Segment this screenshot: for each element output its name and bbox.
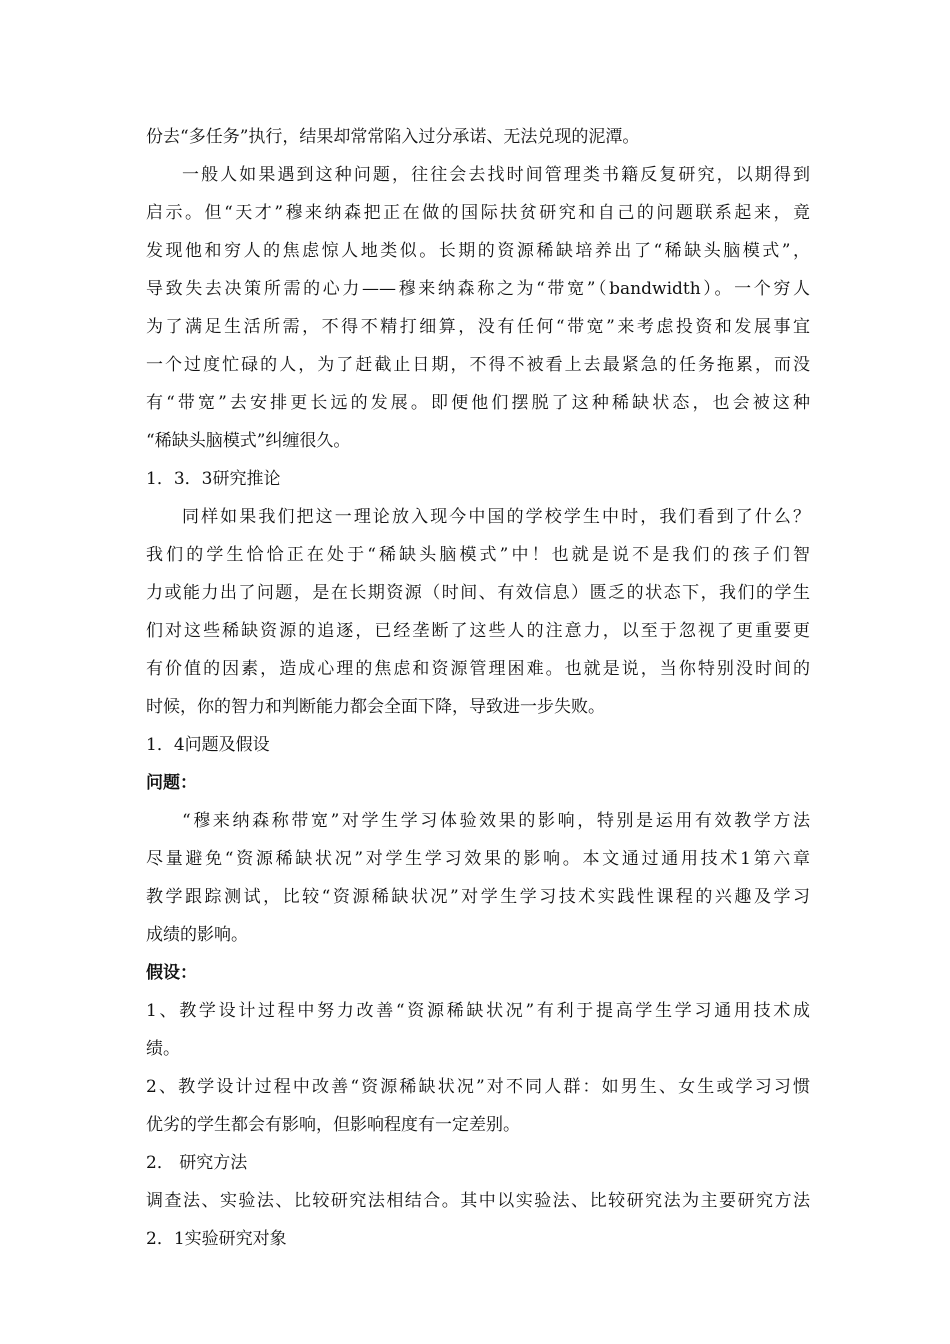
section-heading: 1．4问题及假设 [146,735,270,755]
section-heading: 2．1实验研究对象 [146,1229,287,1249]
paragraph-line: 一般人如果遇到这种问题，往往会去找时间管理类书籍反复研究，以期得到 [182,165,810,185]
paragraph-line: 教学跟踪测试，比较“资源稀缺状况”对学生学习技术实践性课程的兴趣及学习 [146,887,810,907]
paragraph-line: 成绩的影响。 [146,925,248,945]
hypothesis-heading: 假设： [146,963,197,983]
paragraph-line: 有价值的因素，造成心理的焦虑和资源管理困难。也就是说，当你特别没时间的 [146,659,810,679]
paragraph-line: 份去“多任务”执行，结果却常常陷入过分承诺、无法兑现的泥潭。 [146,127,640,147]
paragraph-line: 发现他和穷人的焦虑惊人地类似。长期的资源稀缺培养出了“稀缺头脑模式”， [146,241,810,261]
section-heading: 2． 研究方法 [146,1153,248,1173]
paragraph-line: 尽量避免“资源稀缺状况”对学生学习效果的影响。本文通过通用技术1第六章 [146,849,810,869]
question-heading: 问题： [146,773,197,793]
paragraph-line: 时候，你的智力和判断能力都会全面下降，导致进一步失败。 [146,697,605,717]
paragraph-line: “稀缺头脑模式”纠缠很久。 [146,431,351,451]
paragraph-line: 2、教学设计过程中改善“资源稀缺状况”对不同人群：如男生、女生或学习习惯 [146,1077,810,1097]
paragraph-line: 调查法、实验法、比较研究法相结合。其中以实验法、比较研究法为主要研究方法 [146,1191,810,1211]
paragraph-line: 们对这些稀缺资源的追逐，已经垄断了这些人的注意力，以至于忽视了更重要更 [146,621,810,641]
paragraph-line: 力或能力出了问题，是在长期资源（时间、有效信息）匮乏的状态下，我们的学生 [146,583,810,603]
paragraph-line: 为了满足生活所需，不得不精打细算，没有任何“带宽”来考虑投资和发展事宜 [146,317,810,337]
paragraph-line: 绩。 [146,1039,180,1059]
paragraph-line: 有“带宽”去安排更长远的发展。即便他们摆脱了这种稀缺状态，也会被这种 [146,393,810,413]
paragraph-line: 启示。但“天才”穆来纳森把正在做的国际扶贫研究和自己的问题联系起来，竟 [146,203,810,223]
section-heading: 1．3．3研究推论 [146,469,281,489]
paragraph-line: 同样如果我们把这一理论放入现今中国的学校学生中时，我们看到了什么？ [182,507,810,527]
paragraph-line: 优劣的学生都会有影响，但影响程度有一定差别。 [146,1115,520,1135]
paragraph-line: 导致失去决策所需的心力——穆来纳森称之为“带宽”（bandwidth）。一个穷人 [146,279,810,299]
paragraph-line: 一个过度忙碌的人，为了赶截止日期，不得不被看上去最紧急的任务拖累，而没 [146,355,810,375]
paragraph-line: “穆来纳森称带宽”对学生学习体验效果的影响，特别是运用有效教学方法 [182,811,810,831]
document-body [146,118,810,1258]
paragraph-line: 我们的学生恰恰正在处于“稀缺头脑模式”中！也就是说不是我们的孩子们智 [146,545,810,565]
paragraph-line: 1、教学设计过程中努力改善“资源稀缺状况”有利于提高学生学习通用技术成 [146,1001,810,1021]
